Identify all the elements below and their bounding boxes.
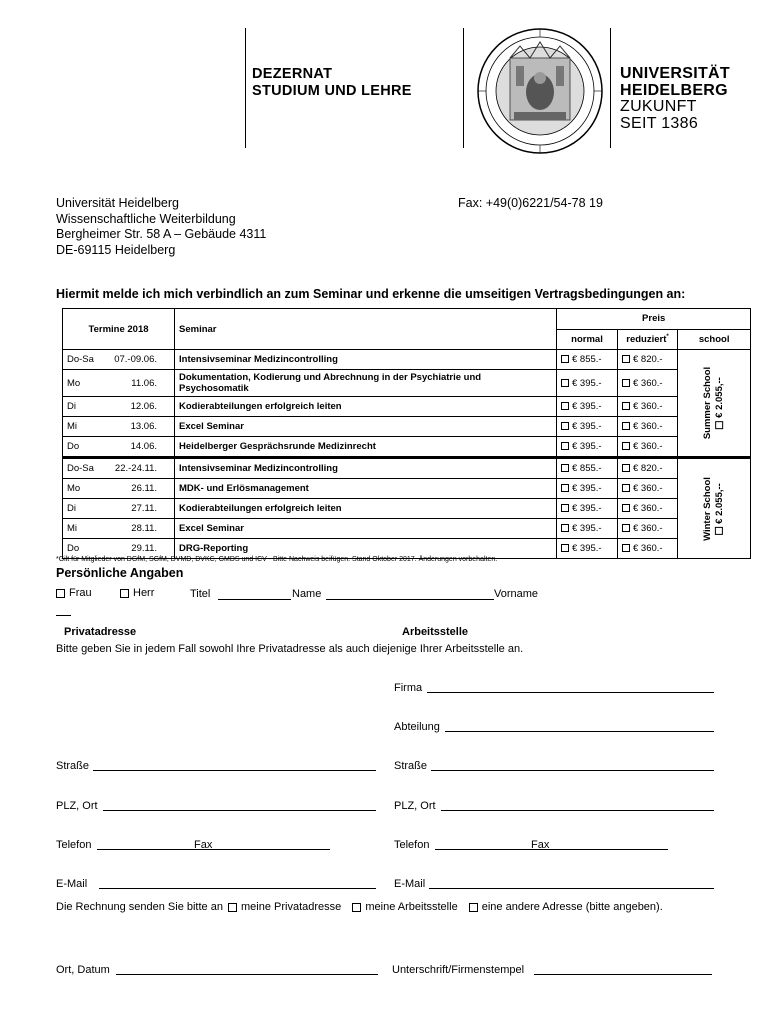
work-zip-label: PLZ, Ort <box>394 800 436 812</box>
address-line-2: Wissenschaftliche Weiterbildung <box>56 211 236 226</box>
price-normal[interactable] <box>557 397 618 417</box>
row-date <box>63 350 175 370</box>
uni-line-4: SEIT 1386 <box>620 114 699 132</box>
price-reduced-checkbox[interactable] <box>622 544 630 552</box>
price-normal-value: € 395.- <box>572 421 602 432</box>
frau-label: Frau <box>69 587 92 599</box>
place-date-field[interactable] <box>116 974 378 975</box>
price-reduced[interactable] <box>618 479 678 499</box>
winter-school-price-value: € 2.055,-- <box>714 482 726 524</box>
price-normal-value: € 395.- <box>572 401 602 412</box>
price-reduced-value: € 360.- <box>633 401 663 412</box>
price-normal-checkbox[interactable] <box>561 422 569 430</box>
row-day: Di <box>67 401 76 412</box>
title-field[interactable] <box>218 599 291 600</box>
price-normal-checkbox[interactable] <box>561 544 569 552</box>
row-day: Do-Sa <box>67 463 94 474</box>
private-zip-label: PLZ, Ort <box>56 800 98 812</box>
winter-school-label: Winter School <box>702 476 714 541</box>
price-normal-value: € 855.- <box>572 463 602 474</box>
header-reduced <box>618 329 678 350</box>
row-date <box>63 458 175 479</box>
work-street-label: Straße <box>394 760 428 772</box>
private-address-heading: Privatadresse <box>64 626 137 638</box>
header-reduced-label: reduziert <box>626 333 667 345</box>
name-field[interactable] <box>326 599 494 600</box>
price-normal[interactable] <box>557 479 618 499</box>
winter-school-checkbox[interactable] <box>716 526 724 534</box>
header-price: Preis <box>557 309 751 330</box>
work-zip-field[interactable] <box>441 810 714 811</box>
row-date-value: 22.-24.11. <box>114 463 157 474</box>
department-field[interactable] <box>445 731 714 732</box>
herr-checkbox[interactable] <box>120 589 129 598</box>
work-email-label: E-Mail <box>394 878 426 890</box>
header-school: school <box>678 329 751 350</box>
uni-line-2: HEIDELBERG <box>620 81 728 99</box>
university-seal-icon <box>470 26 610 156</box>
price-reduced-checkbox[interactable] <box>622 379 630 387</box>
header-normal: normal <box>557 329 618 350</box>
summer-school-label: Summer School <box>702 366 714 440</box>
price-reduced[interactable] <box>618 350 678 370</box>
seminar-table <box>62 308 751 559</box>
invoice-prefix: Die Rechnung senden Sie bitte an <box>56 901 223 913</box>
row-date-value: 12.06. <box>130 401 157 412</box>
work-phone-label: Telefon <box>394 839 430 851</box>
row-date <box>63 479 175 499</box>
row-date-value: 13.06. <box>130 421 157 432</box>
header-divider-mid <box>463 28 464 148</box>
price-reduced-checkbox[interactable] <box>622 355 630 363</box>
place-date-label: Ort, Datum <box>56 964 110 976</box>
table-row <box>63 437 751 458</box>
footnote: *Gilt für Mitglieder von DGfM, SGfM, DVMD, DVKC, GMDS und ICV - Bitte Nachweis beifügen. Stand Oktober 2017. Änderungen vorbehalten. <box>56 556 498 563</box>
price-normal[interactable] <box>557 458 618 479</box>
private-email-field[interactable] <box>99 888 376 889</box>
row-date <box>63 499 175 519</box>
row-seminar: Excel Seminar <box>175 519 557 539</box>
price-reduced-value: € 360.- <box>633 523 663 534</box>
price-normal-checkbox[interactable] <box>561 484 569 492</box>
private-phone-label: Telefon <box>56 839 92 851</box>
table-row <box>63 350 751 370</box>
header-divider-left <box>245 28 246 148</box>
row-day: Mi <box>67 421 78 432</box>
row-date <box>63 519 175 539</box>
invoice-work-label: meine Arbeitsstelle <box>365 901 458 913</box>
price-normal[interactable] <box>557 499 618 519</box>
row-seminar: MDK- und Erlösmanagement <box>175 479 557 499</box>
row-date <box>63 370 175 397</box>
price-reduced-value: € 820.- <box>633 354 663 365</box>
row-date-value: 07.-09.06. <box>114 354 157 365</box>
row-day: Di <box>67 503 76 514</box>
price-reduced-value: € 360.- <box>633 377 663 389</box>
header-dates: Termine 2018 <box>63 309 175 350</box>
invoice-private-checkbox[interactable] <box>228 903 237 912</box>
first-name-label: Vorname <box>494 588 539 600</box>
row-day: Mo <box>67 377 81 389</box>
price-normal-checkbox[interactable] <box>561 524 569 532</box>
summer-school-price-value: € 2.055,-- <box>714 377 726 418</box>
winter-school-text <box>702 477 726 541</box>
private-zip-field[interactable] <box>103 810 376 811</box>
row-day: Mo <box>67 483 81 494</box>
price-normal-checkbox[interactable] <box>561 442 569 450</box>
work-street-field[interactable] <box>431 770 714 771</box>
recipient-address <box>56 196 266 258</box>
first-name-field[interactable] <box>56 615 71 616</box>
price-reduced[interactable] <box>618 539 678 559</box>
price-reduced-checkbox[interactable] <box>622 442 630 450</box>
row-seminar: Intensivseminar Medizincontrolling <box>175 350 557 370</box>
price-normal-value: € 395.- <box>572 543 602 554</box>
row-seminar: Dokumentation, Kodierung und Abrechnung in der Psychiatrie und Psychosomatik <box>175 370 557 397</box>
private-street-field[interactable] <box>93 770 376 771</box>
row-date <box>63 397 175 417</box>
row-seminar: Kodierabteilungen erfolgreich leiten <box>175 499 557 519</box>
invoice-other-checkbox[interactable] <box>469 903 478 912</box>
summer-school[interactable] <box>678 350 751 458</box>
price-normal-value: € 855.- <box>572 354 602 365</box>
row-date-value: 11.06. <box>131 377 157 389</box>
frau-checkbox[interactable] <box>56 589 65 598</box>
address-line-3: Bergheimer Str. 58 A – Gebäude 4311 <box>56 227 267 241</box>
address-line-1: Universität Heidelberg <box>56 196 179 210</box>
price-reduced[interactable] <box>618 519 678 539</box>
price-normal[interactable] <box>557 370 618 397</box>
row-date-value: 14.06. <box>130 441 157 452</box>
price-reduced-checkbox[interactable] <box>622 402 630 410</box>
row-seminar: Intensivseminar Medizincontrolling <box>175 458 557 479</box>
header-reduced-mark: * <box>666 333 669 340</box>
address-note: Bitte geben Sie in jedem Fall sowohl Ihre Privatadresse als auch diejenige Ihrer Arbeitsstelle an. <box>56 643 524 655</box>
work-phone-field[interactable] <box>435 849 668 850</box>
header-seminar: Seminar <box>175 309 557 350</box>
price-reduced-value: € 360.- <box>633 441 663 452</box>
winter-school-price <box>714 477 726 541</box>
signature-label: Unterschrift/Firmenstempel <box>392 964 525 976</box>
private-phone-field[interactable] <box>97 849 330 850</box>
herr-label: Herr <box>133 587 155 599</box>
company-label: Firma <box>394 682 423 694</box>
row-date <box>63 417 175 437</box>
table-row <box>63 370 751 397</box>
table-row <box>63 479 751 499</box>
work-address-heading: Arbeitsstelle <box>402 626 469 638</box>
price-normal-checkbox[interactable] <box>561 379 569 387</box>
price-reduced[interactable] <box>618 397 678 417</box>
summer-school-text <box>702 367 726 439</box>
row-day: Mi <box>67 523 78 534</box>
uni-line-1: UNIVERSITÄT <box>620 65 730 82</box>
dept-line-1: DEZERNAT <box>252 66 333 82</box>
salutation-herr[interactable] <box>120 587 154 599</box>
price-normal-checkbox[interactable] <box>561 402 569 410</box>
invoice-work-checkbox[interactable] <box>352 903 361 912</box>
price-reduced[interactable] <box>618 458 678 479</box>
price-normal-value: € 395.- <box>572 483 602 494</box>
university-name <box>620 66 730 132</box>
price-reduced-checkbox[interactable] <box>622 504 630 512</box>
row-seminar: DRG-Reporting <box>175 539 557 559</box>
summer-school-checkbox[interactable] <box>716 421 724 429</box>
price-reduced-value: € 360.- <box>633 503 663 514</box>
row-date-value: 29.11. <box>131 543 157 554</box>
table-row <box>63 417 751 437</box>
private-fax-label: Fax <box>194 839 213 851</box>
price-reduced[interactable] <box>618 370 678 397</box>
row-seminar: Excel Seminar <box>175 417 557 437</box>
price-normal-value: € 395.- <box>572 523 602 534</box>
price-reduced-checkbox[interactable] <box>622 464 630 472</box>
price-normal[interactable] <box>557 350 618 370</box>
row-seminar: Kodierabteilungen erfolgreich leiten <box>175 397 557 417</box>
title-label: Titel <box>190 588 211 600</box>
price-normal-checkbox[interactable] <box>561 504 569 512</box>
price-reduced-checkbox[interactable] <box>622 422 630 430</box>
company-field[interactable] <box>427 692 714 693</box>
price-reduced-value: € 820.- <box>633 463 663 474</box>
table-row <box>63 499 751 519</box>
registration-statement: Hiermit melde ich mich verbindlich an zum Seminar und erkenne die umseitigen Vertragsbedingungen an: <box>56 287 686 301</box>
price-normal[interactable] <box>557 417 618 437</box>
price-reduced-value: € 360.- <box>633 421 663 432</box>
table-row <box>63 397 751 417</box>
table-row <box>63 458 751 479</box>
table-row <box>63 519 751 539</box>
row-date-value: 26.11. <box>131 483 157 494</box>
invoice-other-label: eine andere Adresse (bitte angeben). <box>481 901 663 913</box>
price-normal-checkbox[interactable] <box>561 355 569 363</box>
price-reduced[interactable] <box>618 499 678 519</box>
price-normal-value: € 395.- <box>572 377 602 389</box>
price-normal[interactable] <box>557 437 618 458</box>
work-email-field[interactable] <box>429 888 714 889</box>
price-reduced[interactable] <box>618 417 678 437</box>
price-reduced-checkbox[interactable] <box>622 484 630 492</box>
invoice-line <box>56 901 663 913</box>
price-reduced[interactable] <box>618 437 678 458</box>
price-reduced-value: € 360.- <box>633 483 663 494</box>
name-label: Name <box>292 588 322 600</box>
department-label: Abteilung <box>394 721 440 733</box>
row-date-value: 28.11. <box>131 523 157 534</box>
row-seminar: Heidelberger Gesprächsrunde Medizinrecht <box>175 437 557 458</box>
price-normal[interactable] <box>557 519 618 539</box>
price-normal-checkbox[interactable] <box>561 464 569 472</box>
price-normal-value: € 395.- <box>572 441 602 452</box>
fax-number: Fax: +49(0)6221/54-78 19 <box>458 196 603 210</box>
price-normal-value: € 395.- <box>572 503 602 514</box>
row-day: Do <box>67 543 80 554</box>
uni-line-3: ZUKUNFT <box>620 98 697 115</box>
winter-school[interactable] <box>678 458 751 559</box>
private-email-label: E-Mail <box>56 878 88 890</box>
signature-field[interactable] <box>534 974 712 975</box>
address-line-4: DE-69115 Heidelberg <box>56 242 176 257</box>
personal-data-heading: Persönliche Angaben <box>56 566 184 580</box>
price-normal[interactable] <box>557 539 618 559</box>
dept-line-2: STUDIUM UND LEHRE <box>252 83 412 99</box>
invoice-private-label: meine Privatadresse <box>241 901 342 913</box>
row-date <box>63 437 175 458</box>
row-day: Do-Sa <box>67 354 94 365</box>
row-date-value: 27.11. <box>131 503 157 514</box>
private-street-label: Straße <box>56 760 90 772</box>
summer-school-price <box>714 367 726 439</box>
work-fax-label: Fax <box>531 839 550 851</box>
department-name <box>252 66 412 100</box>
header-divider-right <box>610 28 611 148</box>
price-reduced-checkbox[interactable] <box>622 524 630 532</box>
salutation-frau[interactable] <box>56 587 92 599</box>
price-reduced-value: € 360.- <box>633 543 663 554</box>
row-day: Do <box>67 441 80 452</box>
